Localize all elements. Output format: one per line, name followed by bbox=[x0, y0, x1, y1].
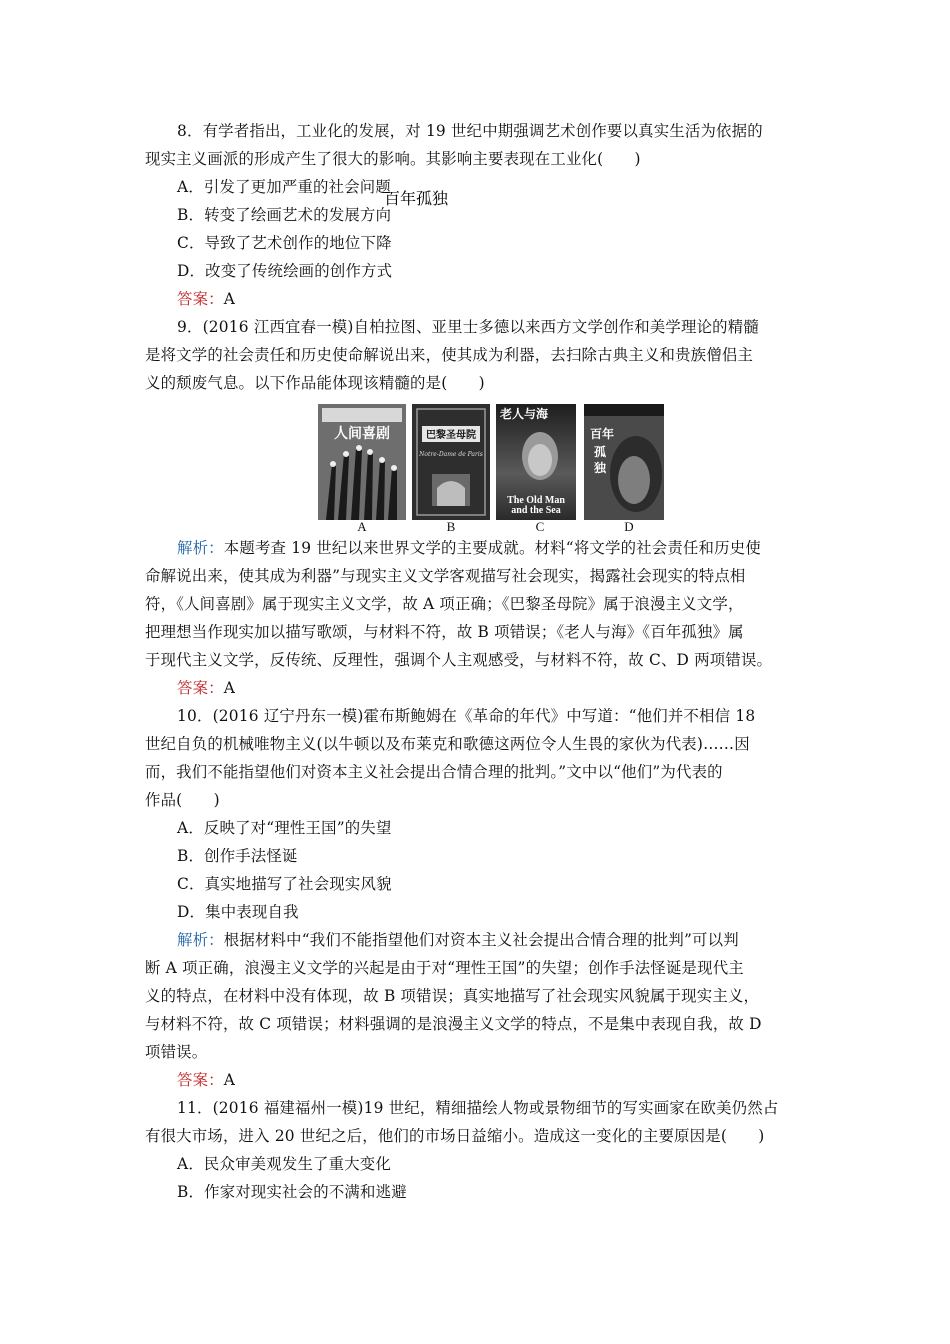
cover-c-title: 老人与海 bbox=[500, 407, 549, 421]
q11-stem-line1: 11．(2016 福建福州一模)19 世纪，精细描绘人物或景物细节的写实画家在欧美仍然占 bbox=[177, 1099, 779, 1117]
answer-label: 答案： bbox=[177, 290, 224, 308]
q8-option-a: A．引发了更加严重的社会问题 bbox=[177, 178, 391, 196]
q10-analysis-line2: 断 A 项正确，浪漫主义文学的兴起是由于对“理性王国”的失望；创作手法怪诞是现代主 bbox=[145, 959, 744, 977]
q8-answer bbox=[177, 285, 837, 313]
cover-d-title: 百年孤独 bbox=[384, 189, 449, 208]
q8-stem-line1: 8．有学者指出，工业化的发展，对 19 世纪中期强调艺术创作要以真实生活为依据的 bbox=[177, 122, 763, 140]
q11-option-a: A．民众审美观发生了重大变化 bbox=[177, 1155, 391, 1173]
book-cover-b-art bbox=[412, 404, 490, 520]
cover-d-letter: D bbox=[624, 519, 634, 534]
q10-analysis-line3: 义的特点，在材料中没有体现，故 B 项错误；真实地描写了社会现实风貌属于现实主义， bbox=[145, 987, 760, 1005]
cover-d-title-char4: 独 bbox=[594, 461, 607, 475]
book-cover-a bbox=[318, 404, 406, 520]
q9-analysis-line2: 命解说出来，使其成为利器”与现实主义文学客观描写社会现实，揭露社会现实的特点相 bbox=[145, 567, 746, 585]
answer-value: A bbox=[223, 290, 236, 308]
cover-a-letter: A bbox=[357, 519, 367, 534]
q8-option-c: C．导致了艺术创作的地位下降 bbox=[177, 234, 392, 252]
answer-label: 答案： bbox=[177, 1071, 224, 1089]
q9-stem-line3: 义的颓废气息。以下作品能体现该精髓的是( ) bbox=[145, 374, 485, 392]
answer-label: 答案： bbox=[177, 679, 224, 697]
q10-analysis-line5: 项错误。 bbox=[145, 1043, 208, 1061]
analysis-label: 解析： bbox=[177, 931, 224, 949]
cover-b-letter: B bbox=[446, 519, 456, 534]
q10-option-a: A．反映了对“理性王国”的失望 bbox=[177, 819, 392, 837]
q8-option-d: D．改变了传统绘画的创作方式 bbox=[177, 262, 393, 280]
q11-stem-line2: 有很大市场，进入 20 世纪之后，他们的市场日益缩小。造成这一变化的主要原因是( ) bbox=[145, 1127, 765, 1145]
q10-stem-line1: 10．(2016 辽宁丹东一模)霍布斯鲍姆在《革命的年代》中写道：“他们并不相信 18 bbox=[177, 707, 756, 725]
q9-analysis-line1 bbox=[145, 534, 805, 562]
book-cover-a-art bbox=[318, 404, 406, 520]
book-cover-c-art bbox=[496, 404, 576, 520]
q10-stem-line3: 而，我们不能指望他们对资本主义社会提出合情合理的批判。”文中以“他们”为代表的 bbox=[145, 763, 723, 781]
analysis-text: 根据材料中“我们不能指望他们对资本主义社会提出合情合理的批判”可以判 bbox=[223, 931, 739, 949]
cover-d-title-char1: 百 bbox=[590, 427, 603, 441]
q11-option-b: B．作家对现实社会的不满和逃避 bbox=[177, 1183, 407, 1201]
answer-value: A bbox=[223, 1071, 236, 1089]
q9-stem-line1: 9．(2016 江西宜春一模)自柏拉图、亚里士多德以来西方文学创作和美学理论的精髓 bbox=[177, 318, 759, 336]
analysis-text: 本题考查 19 世纪以来世界文学的主要成就。材料“将文学的社会责任和历史使 bbox=[223, 539, 761, 557]
q10-stem-line4: 作品( ) bbox=[145, 791, 220, 809]
q9-analysis-line5: 于现代主义文学，反传统、反理性，强调个人主观感受，与材料不符，故 C、D 两项错误。 bbox=[145, 651, 773, 669]
q10-option-c: C．真实地描写了社会现实风貌 bbox=[177, 875, 392, 893]
q9-analysis-line4: 把理想当作现实加以描写歌颂，与材料不符，故 B 项错误；《老人与海》《百年孤独》属 bbox=[145, 623, 744, 641]
q8-option-b: B．转变了绘画艺术的发展方向 bbox=[177, 206, 392, 224]
cover-a-title: 人间喜剧 bbox=[334, 426, 390, 442]
analysis-label: 解析： bbox=[177, 539, 224, 557]
book-cover-c bbox=[496, 404, 576, 520]
cover-d-title-char3: 孤 bbox=[594, 445, 607, 459]
q10-answer bbox=[177, 1066, 837, 1094]
book-cover-b bbox=[412, 404, 490, 520]
q9-answer bbox=[177, 674, 837, 702]
cover-b-title: 巴黎圣母院 bbox=[426, 430, 476, 441]
q10-option-d: D．集中表现自我 bbox=[177, 903, 299, 921]
q9-analysis-line3: 符，《人间喜剧》属于现实主义文学，故 A 项正确；《巴黎圣母院》属于浪漫主义文学， bbox=[145, 595, 744, 613]
q10-analysis-line1 bbox=[145, 926, 805, 954]
q10-analysis-line4: 与材料不符，故 C 项错误；材料强调的是浪漫主义文学的特点，不是集中表现自我，故 D bbox=[145, 1015, 762, 1033]
cover-d-title-char2: 年 bbox=[602, 427, 615, 441]
cover-c-subtitle: The Old Man and the Sea bbox=[507, 495, 565, 516]
q10-stem-line2: 世纪自负的机械唯物主义(以牛顿以及布莱克和歌德这两位令人生畏的家伙为代表)……因 bbox=[145, 735, 750, 753]
cover-c-letter: C bbox=[535, 519, 545, 534]
q10-option-b: B．创作手法怪诞 bbox=[177, 847, 298, 865]
cover-b-subtitle: Notre-Dame de Paris bbox=[419, 451, 483, 458]
answer-value: A bbox=[223, 679, 236, 697]
q9-stem-line2: 是将文学的社会责任和历史使命解说出来，使其成为利器，去扫除古典主义和贵族僧侣主 bbox=[145, 346, 754, 364]
q8-stem-line2: 现实主义画派的形成产生了很大的影响。其影响主要表现在工业化( ) bbox=[145, 150, 641, 168]
